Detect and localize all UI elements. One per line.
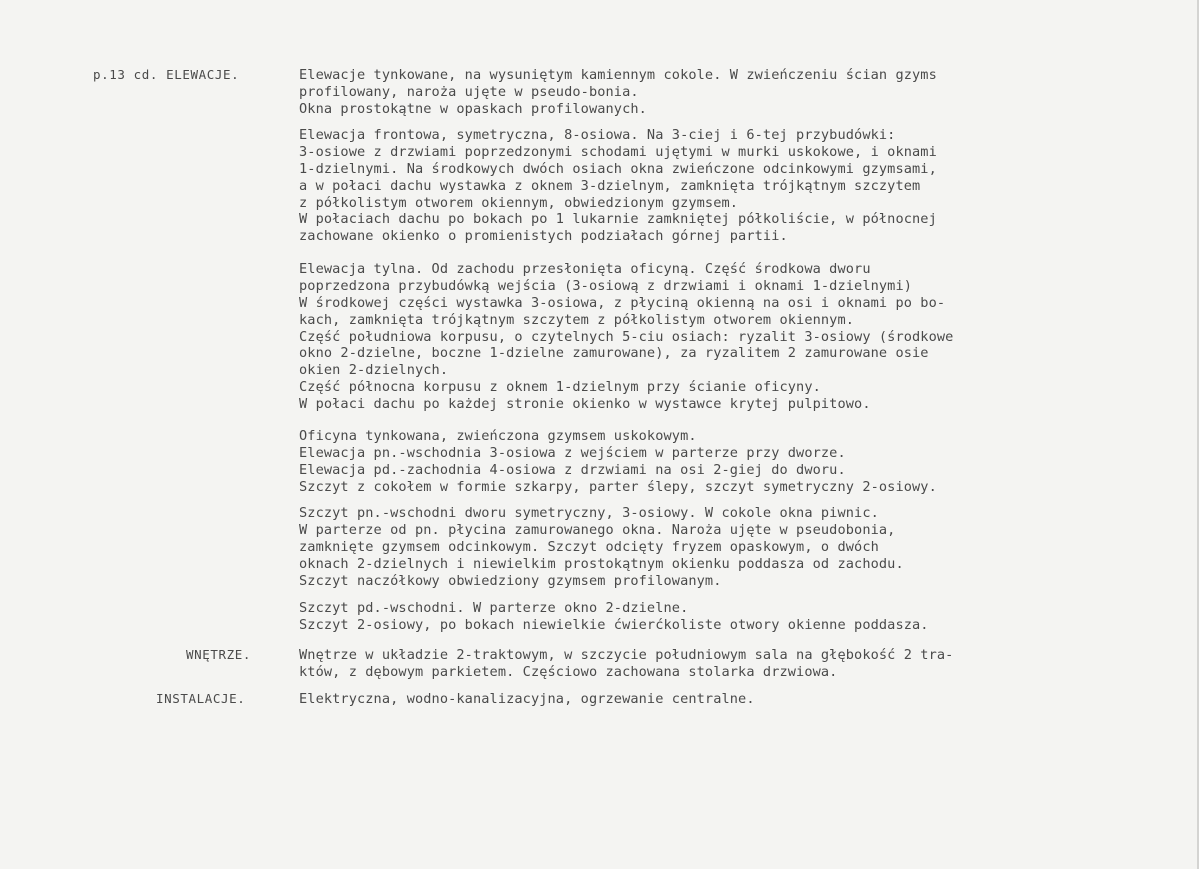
text-line: okno 2-dzielne, boczne 1-dzielne zamurowane), za ryzalitem 2 zamurowane osie <box>299 345 929 362</box>
text-line: okien 2-dzielnych. <box>299 362 449 379</box>
text-line: W połaci dachu po każdej stronie okienko w wystawce krytej pulpitowo. <box>299 396 871 413</box>
text-line: Szczyt naczółkowy obwiedziony gzymsem profilowanym. <box>299 572 722 589</box>
instalacje-paragraph <box>299 691 755 708</box>
text-line: Oficyna tynkowana, zwieńczona gzymsem uskokowym. <box>299 428 697 444</box>
instalacje-heading: INSTALACJE. <box>156 691 246 706</box>
text-line: Część południowa korpusu, o czytelnych 5-ciu osiach: ryzalit 3-osiowy (środkowe <box>299 328 954 345</box>
text-line: oknach 2-dzielnych i niewielkim prostokątnym okienku poddasza od zachodu. <box>299 555 904 572</box>
text-line: Szczyt z cokołem w formie szkarpy, parter ślepy, szczyt symetryczny 2-osiowy. <box>299 478 937 495</box>
text-line: W środkowej części wystawka 3-osiowa, z płyciną okienną na osi i oknami po bo- <box>299 294 946 311</box>
elewacja-frontowa-paragraph <box>299 127 937 245</box>
text-line: Okna prostokątne w opaskach profilowanych. <box>299 100 647 117</box>
text-line: Elewacja pd.-zachodnia 4-osiowa z drzwiami na osi 2-giej do dworu. <box>299 461 846 478</box>
wnetrze-heading: WNĘTRZE. <box>186 647 252 662</box>
text-line: a w połaci dachu wystawka z oknem 3-dzielnym, zamknięta trójkątnym szczytem <box>299 177 921 194</box>
wnetrze-paragraph <box>299 647 953 681</box>
text-line: Elewacja frontowa, symetryczna, 8-osiowa. Na 3-ciej i 6-tej przybudówki: <box>299 127 896 143</box>
elewacje-intro-paragraph <box>299 67 937 118</box>
elewacja-tylna-paragraph <box>299 261 953 413</box>
text-line: W połaciach dachu po bokach po 1 lukarnie zamkniętej półkoliście, w północnej <box>299 211 937 228</box>
text-line: zamknięte gzymsem odcinkowym. Szczyt odcięty fryzem opaskowym, o dwóch <box>299 538 879 555</box>
text-line: Elewacje tynkowane, na wysuniętym kamiennym cokole. W zwieńczeniu ścian gzyms <box>299 67 937 83</box>
text-line: poprzedzona przybudówką wejścia (3-osiową z drzwiami i oknami 1-dzielnymi) <box>299 277 913 294</box>
text-line: Szczyt 2-osiowy, po bokach niewielkie ćwierćkoliste otwory okienne poddasza. <box>299 616 929 633</box>
text-line: W parterze od pn. płycina zamurowanego okna. Naroża ujęte w pseudobonia, <box>299 521 896 538</box>
text-line: 1-dzielnymi. Na środkowych dwóch osiach okna zwieńczone odcinkowymi gzymsami, <box>299 160 937 177</box>
text-line: z półkolistym otworem okiennym, obwiedzionym gzymsem. <box>299 194 739 211</box>
elewacje-heading: ELEWACJE. <box>166 67 240 82</box>
szczyt-pn-wschodni-paragraph <box>299 505 904 589</box>
text-line: Elewacja pn.-wschodnia 3-osiowa z wejściem w parterze przy dworze. <box>299 444 846 461</box>
text-line: Elektryczna, wodno-kanalizacyjna, ogrzewanie centralne. <box>299 691 755 707</box>
text-line: kach, zamknięta trójkątnym szczytem z półkolistym otworem okiennym. <box>299 311 855 328</box>
text-line: Szczyt pn.-wschodni dworu symetryczny, 3-osiowy. W cokole okna piwnic. <box>299 505 879 521</box>
szczyt-pd-wschodni-paragraph <box>299 600 929 634</box>
oficyna-paragraph <box>299 428 937 496</box>
text-line: 3-osiowe z drzwiami poprzedzonymi schodami ujętymi w murki uskokowe, i oknami <box>299 143 937 160</box>
text-line: profilowany, naroża ujęte w pseudo-bonia. <box>299 83 639 100</box>
text-line: Wnętrze w układzie 2-traktowym, w szczycie południowym sala na głębokość 2 tra- <box>299 647 954 663</box>
text-line: Część północna korpusu z oknem 1-dzielnym przy ścianie oficyny. <box>299 379 821 396</box>
text-line: Elewacja tylna. Od zachodu przesłonięta oficyną. Część środkowa dworu <box>299 261 871 277</box>
page-label: p.13 cd. <box>93 67 159 82</box>
text-line: zachowane okienko o promienistych podziałach górnej partii. <box>299 228 788 245</box>
text-line: któw, z dębowym parkietem. Częściowo zachowana stolarka drzwiowa. <box>299 663 838 680</box>
page-reference <box>93 67 239 82</box>
text-line: Szczyt pd.-wschodni. W parterze okno 2-dzielne. <box>299 600 689 616</box>
